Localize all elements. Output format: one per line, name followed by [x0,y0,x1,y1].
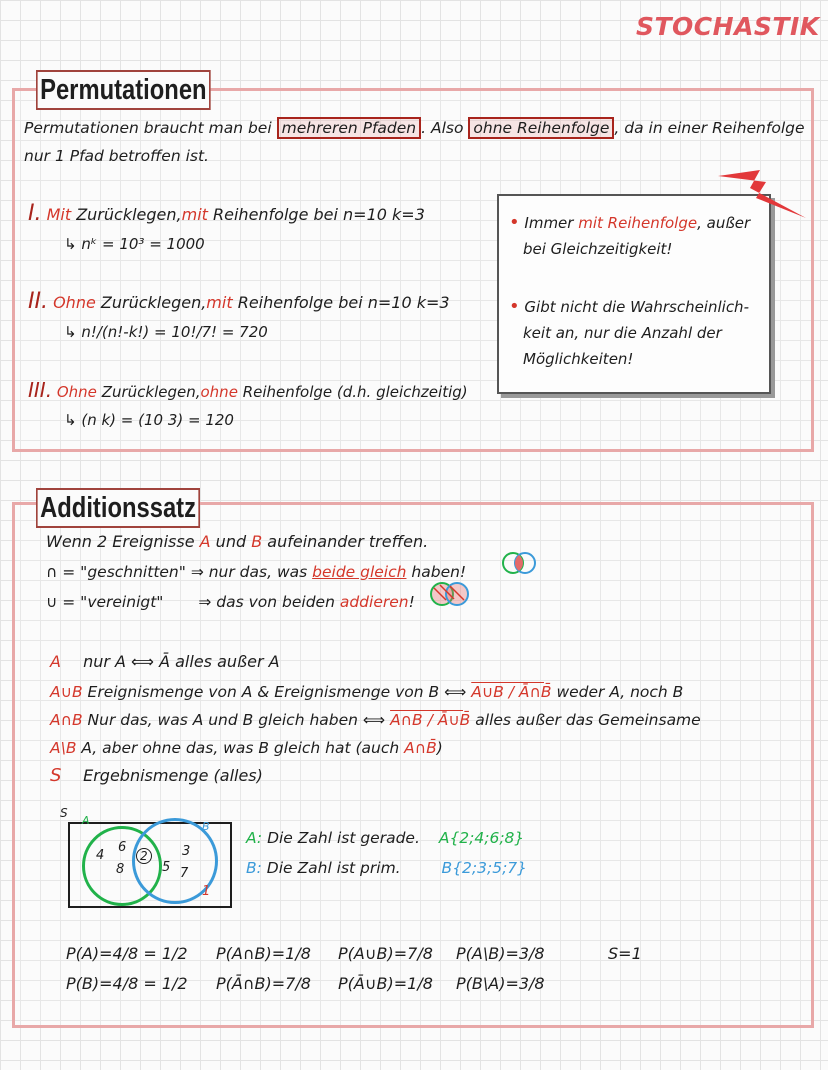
def-union [50,682,683,702]
case-3-text1: Zurücklegen, [101,383,201,401]
venn-element: 6 [118,840,127,855]
event-b-text: Die Zahl ist prim. [266,859,401,877]
prob-a: P(A)=4/8 = 1/2 [66,944,188,963]
note-item-2 [509,294,749,372]
additionssatz-title: Additionssatz [36,488,200,528]
venn-element-outside: 1 [202,884,211,899]
def-symbol: A [50,652,61,671]
def-tail: ) [436,739,443,757]
venn-element: 7 [180,866,189,881]
set-a-values: {2;4;6;8} [449,829,525,847]
case-1-text1: Zurücklegen, [76,205,182,224]
note-1-a: Immer [524,214,574,232]
intersection-venn-icon [500,550,540,576]
prob-complement-union: P(Ā∪B)=1/8 [338,974,433,993]
case-2-line [28,289,450,314]
def-tail: weder A, noch B [556,683,684,701]
intro-text-2: . Also [421,119,464,137]
page-header-title: STOCHASTIK [636,12,820,41]
venn-label-b: B [202,820,210,833]
def-text: Ergebnismenge (alles) [83,766,263,785]
intro-highlight-paths: mehreren Pfaden [277,117,422,139]
bullet-icon: • [509,296,520,317]
note-1-d: bei Gleichzeitigkeit! [523,240,673,258]
add-line-2-a: ∩ = "geschnitten" ⇒ nur das, was [46,563,308,581]
event-a-tag: A: [246,829,263,847]
case-1-line [28,201,425,226]
def-complement [50,652,280,672]
prob-a-and-b: P(A∩B)=1/8 [216,944,311,963]
venn-element: 5 [162,860,171,875]
event-b-label: B [251,532,263,551]
def-rhs: A∪B / Ā∩B̄ [471,683,552,701]
add-line-1-a: Wenn 2 Ereignisse [46,532,195,551]
venn-diagram [68,814,232,908]
venn-element: 4 [96,848,105,863]
set-b-name: B [441,859,453,877]
def-text: A, aber ohne das, was B gleich hat (auch [81,739,400,757]
case-2-numeral: II. [28,289,48,314]
venn-element: 3 [182,844,191,859]
intro-text-1: Permutationen braucht man bei [24,119,272,137]
note-1-b: mit Reihenfolge [578,214,698,232]
venn-element: 8 [116,862,125,877]
note-1-c: , außer [697,214,751,232]
intro-highlight-order: ohne Reihenfolge [468,117,614,139]
add-line-2-c: haben! [411,563,467,581]
case-1-word1: Mit [46,205,72,224]
case-2-text1: Zurücklegen, [100,293,207,312]
def-text: Nur das, was A und B gleich haben ⟺ [87,711,386,729]
event-b-line [246,858,527,878]
note-2-b: keit an, nur die Anzahl der [523,324,722,342]
bullet-icon: • [509,212,520,233]
add-line-3-a: ∪ = "vereinigt" [46,593,164,611]
case-1-numeral: I. [28,201,42,226]
case-2-word2: mit [206,293,233,312]
case-2-text2: Reihenfolge bei n=10 k=3 [237,293,450,312]
case-2-formula: ↳ n!/(n!-k!) = 10!/7! = 720 [64,323,268,341]
add-line-3-b: ⇒ das von beiden [198,593,335,611]
permutationen-title: Permutationen [36,70,211,110]
case-1-word2: mit [181,205,208,224]
add-line-3-d: ! [408,593,415,611]
union-venn-icon [426,580,476,608]
prob-b-without-a: P(B\A)=3/8 [456,974,545,993]
add-line-1-c: aufeinander treffen. [267,532,429,551]
def-rhs: A∩B̄ [404,739,437,757]
venn-label-s: S [60,806,68,820]
def-symbol: A∩B [50,711,83,729]
prob-complement-intersection: P(Ā∩B)=7/8 [216,974,311,993]
def-difference [50,738,443,758]
def-symbol: S [50,765,62,786]
case-3-formula: ↳ (n k) = (10 3) = 120 [64,411,234,429]
def-intersection [50,710,701,730]
set-a-name: A [438,829,450,847]
note-2-c: Möglichkeiten! [523,350,634,368]
def-symbol: A∪B [50,683,83,701]
case-2-word1: Ohne [53,293,96,312]
intro-text-3: , da in einer Reihenfolge [614,119,805,137]
case-3-word1: Ohne [56,383,97,401]
case-1-formula: ↳ nᵏ = 10³ = 1000 [64,235,205,253]
note-item-1 [509,210,750,262]
def-tail: alles außer das Gemeinsame [475,711,701,729]
add-line-2 [46,562,466,582]
lightning-icon [716,168,808,224]
def-text: Ereignismenge von A & Ereignismenge von B ⟺ [87,683,467,701]
case-3-word2: ohne [200,383,238,401]
venn-element-both: 2 [136,848,152,864]
note-box [497,194,771,394]
case-1-text2: Reihenfolge bei n=10 k=3 [213,205,425,224]
prob-a-without-b: P(A\B)=3/8 [456,944,545,963]
add-line-1-b: und [215,532,247,551]
event-b-tag: B: [246,859,262,877]
event-a-line [246,828,524,848]
add-line-1 [46,532,428,552]
event-a-label: A [199,532,211,551]
event-a-text: Die Zahl ist gerade. [267,829,420,847]
prob-b: P(B)=4/8 = 1/2 [66,974,188,993]
case-3-line [28,380,468,402]
def-symbol: A\B [50,739,77,757]
add-line-3-c: addieren [339,593,409,611]
add-line-3 [46,592,415,612]
def-sample-space [50,766,263,786]
prob-a-or-b: P(A∪B)=7/8 [338,944,433,963]
add-line-2-b: beide gleich [312,563,407,581]
def-rhs: A∩B / Ā∪B̄ [390,711,471,729]
def-text: nur A ⟺ Ā alles außer A [83,652,280,671]
permutationen-intro-line1 [24,118,805,138]
note-2-a: Gibt nicht die Wahrscheinlich- [524,298,749,316]
case-3-text2: Reihenfolge (d.h. gleichzeitig) [242,383,468,401]
set-b-values: {2;3;5;7} [452,859,528,877]
case-3-numeral: III. [28,378,53,402]
venn-label-a: A [82,814,90,827]
permutationen-intro-line2: nur 1 Pfad betroffen ist. [24,147,209,165]
prob-sample-space: S=1 [608,944,642,963]
